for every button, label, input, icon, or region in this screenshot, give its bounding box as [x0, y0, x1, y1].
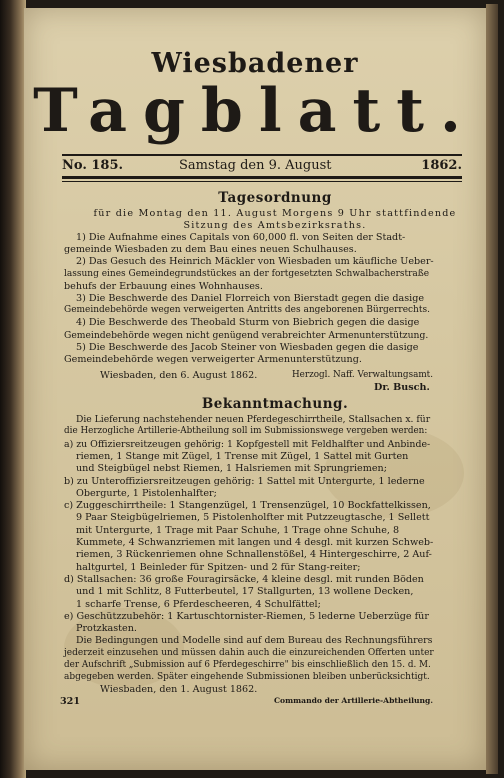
text-line: 5) Die Beschwerde des Jacob Steiner von Wiesbaden gegen die dasige	[76, 341, 419, 353]
text-line: Gemeindebehörde wegen nicht genügend verabreichter Armenunterstützung.	[64, 329, 429, 341]
text-line: gemeinde Wiesbaden zu dem Bau eines neuen Schulhauses.	[64, 244, 357, 256]
text-line: e) Geschützzubehör: 1 Kartuschtornister-Riemen, 5 lederne Ueberzüge für	[64, 610, 429, 622]
masthead-top: Wiesbadener	[151, 48, 359, 79]
agenda-subtitle: für die Montag den 11. August Morgens 9 Uhr stattfindende	[93, 208, 457, 219]
issue-number: No. 185.	[62, 158, 124, 173]
text-line: riemen, 3 Rückenriemen ohne Schnallenstößel, 4 Hintergeschirre, 2 Auf-	[76, 549, 432, 561]
text-line: und 1 mit Schlitz, 8 Futterbeutel, 17 Stallgurten, 13 wollene Decken,	[76, 586, 414, 598]
notice-title: Bekanntmachung.	[201, 396, 349, 412]
issue-row	[62, 158, 462, 178]
agenda-subtitle: Sitzung des Amtsbezirksraths.	[183, 220, 367, 231]
text-line: der Aufschrift „Submission auf 6 Pferdegeschirre" bis einschließlich den 15. d. M.	[64, 660, 431, 670]
issue-date: Samstag den 9. August	[179, 158, 332, 173]
text-line: Gemeindebehörde wegen verweigerten Antritts des angeborenen Bürgerrechts.	[64, 305, 430, 316]
newspaper-page	[24, 8, 486, 770]
notice-signatory: Commando der Artillerie-Abtheilung.	[274, 696, 434, 705]
page-edge	[486, 4, 498, 774]
text-line: b) zu Unteroffiziersreitzeugen gehörig: 1 Sattel mit Untergurte, 1 lederne	[64, 475, 425, 487]
text-line: d) Stallsachen: 36 große Fouragirsäcke, 4 kleine desgl. mit runden Böden	[64, 573, 424, 585]
text-line: a) zu Offiziersreitzeugen gehörig: 1 Kopfgestell mit Feldhalfter und Anbinde-	[64, 438, 431, 450]
text-line: Die Lieferung nachstehender neuen Pferdegeschirrtheile, Stallsachen x. für	[76, 414, 431, 425]
issue-year: 1862.	[421, 158, 462, 173]
text-line: Protzkasten.	[76, 623, 137, 635]
agenda-signatory: Dr. Busch.	[374, 382, 430, 393]
book-spine	[0, 0, 26, 778]
text-line: 2) Das Gesuch des Heinrich Mäckler von Wiesbaden um käufliche Ueber-	[76, 256, 434, 268]
text-line: haltgurtel, 1 Beinleder für Spitzen- und 2 für Stang-reiter;	[76, 561, 361, 573]
text-line: Kummete, 4 Schwanzriemen mit langen und 4 desgl. mit kurzen Schweb-	[76, 537, 434, 548]
text-line: behufs der Erbauung eines Wohnhauses.	[64, 280, 263, 292]
agenda-place-date: Wiesbaden, den 6. August 1862.	[100, 370, 258, 381]
rule-bottom-thin	[62, 181, 462, 182]
text-line: 9 Paar Steigbügelriemen, 5 Pistolenholfter mit Putzzeugtasche, 1 Sellett	[76, 512, 430, 524]
text-line: Die Bedingungen und Modelle sind auf dem Bureau des Rechnungsführers	[76, 635, 433, 647]
text-line: mit Untergurte, 1 Trage mit Paar Schuhe, 1 Trage ohne Schuhe, 8	[76, 524, 400, 536]
text-line: 4) Die Beschwerde des Theobald Sturm von Biebrich gegen die dasige	[76, 317, 420, 329]
masthead-title: Tagblatt.	[33, 76, 477, 146]
notice-place-date: Wiesbaden, den 1. August 1862.	[100, 684, 258, 695]
text-line: 1 scharfe Trense, 6 Pferdescheeren, 4 Schulfättel;	[76, 598, 321, 610]
text-line: Gemeindebehörde wegen verweigerter Armenunterstützung.	[64, 354, 362, 365]
text-line: 1) Die Aufnahme eines Capitals von 60,000 fl. von Seiten der Stadt-	[76, 232, 406, 243]
text-line: lassung eines Gemeindegrundstückes an der fortgesetzten Schwalbacherstraße	[64, 268, 430, 279]
text-line: die Herzogliche Artillerie-Abtheilung soll im Submissionswege vergeben werden:	[64, 426, 428, 437]
agenda-title: Tagesordnung	[218, 190, 332, 206]
text-line: Obergurte, 1 Pistolenhalfter;	[76, 487, 217, 499]
text-line: jederzeit einzusehen und müssen dahin auch die einzureichenden Offerten unter	[64, 647, 434, 658]
rule-top	[62, 154, 462, 156]
text-line: und Steigbügel nebst Riemen, 1 Halsriemen mit Sprungriemen;	[76, 463, 387, 475]
text-line: c) Zuggeschirrtheile: 1 Stangenzügel, 1 Trensenzügel, 10 Bockfattelkissen,	[64, 500, 431, 512]
agenda-authority: Herzogl. Naff. Verwaltungsamt.	[292, 370, 433, 380]
rule-bottom	[62, 176, 462, 179]
text-line: abgegeben werden. Später eingehende Submissionen bleiben unberücksichtigt.	[64, 672, 430, 683]
page-number: 321	[60, 696, 81, 707]
text-line: 3) Die Beschwerde des Daniel Florreich von Bierstadt gegen die dasige	[76, 293, 425, 304]
text-line: riemen, 1 Stange mit Zügel, 1 Trense mit Zügel, 1 Sattel mit Gurten	[76, 450, 409, 462]
